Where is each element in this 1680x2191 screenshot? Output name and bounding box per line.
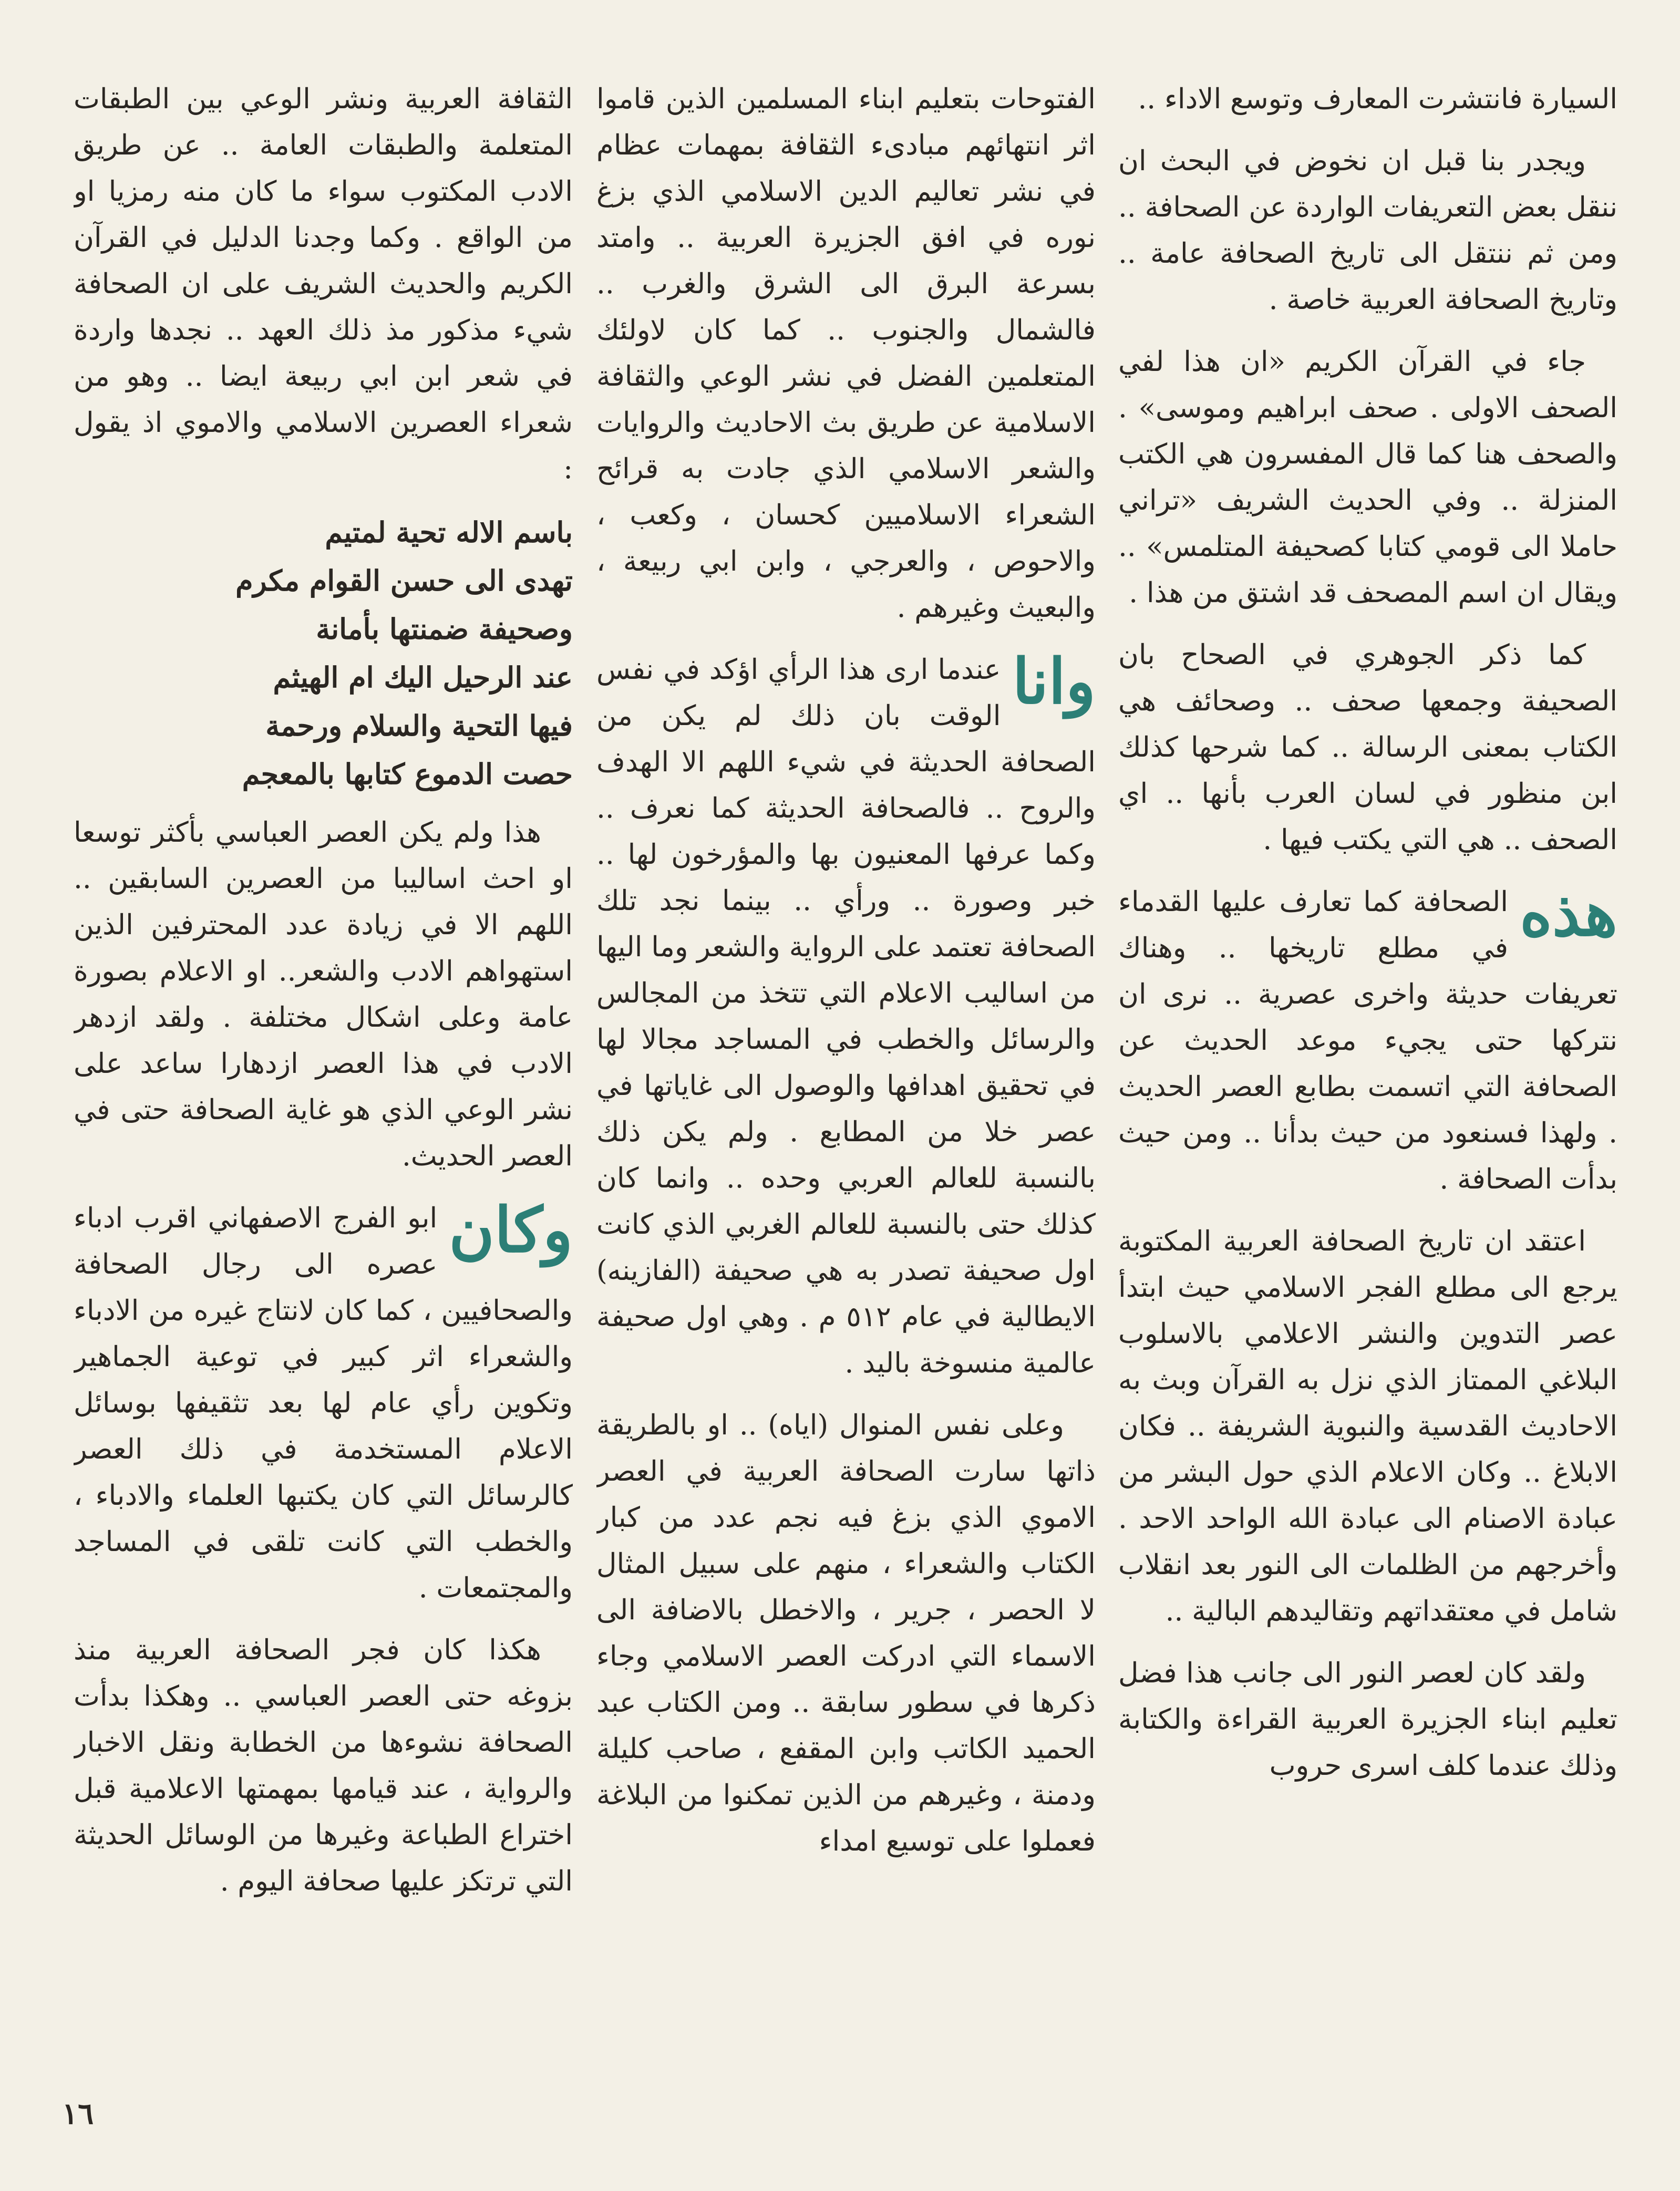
paragraph: السيارة فانتشرت المعارف وتوسع الاداء .. bbox=[1138, 83, 1617, 115]
paragraph: جاء في القرآن الكريم «ان هذا لفي الصحف الاولى . صحف ابراهيم وموسى» . والصحف هنا كما قال المفسرون هي الكتب المنزلة .. وفي الحديث الشريف «تراني حاملا الى قومي كتابا كصحيفة المتلمس» .. ويقال ان اسم المصحف قد اشتق من هذا . bbox=[1118, 346, 1617, 609]
poem-verse: تهدى الى حسن القوام مكرم bbox=[235, 564, 573, 597]
poem-verse: وصحيفة ضمنتها بأمانة bbox=[316, 612, 573, 646]
drop-word: هذه bbox=[1520, 877, 1617, 950]
paragraph: هذا ولم يكن العصر العباسي بأكثر توسعا او احث اساليبا من العصرين السابقين .. اللهم الا في زيادة عدد المحترفين الذين استهواهم الادب والشعر.. او الاعلام بصورة عامة وعلى اشكال مختلفة . ولقد ازدهر الادب في هذا العصر ازدهارا ساعد على نشر الوعي الذي هو غاية الصحافة حتى في العصر الحديث. bbox=[74, 817, 573, 1172]
paragraph: الفتوحات بتعليم ابناء المسلمين الذين قاموا اثر انتهائهم مبادىء الثقافة بمهمات عظام في نشر تعاليم الدين الاسلامي الذي بزغ نوره في افق الجزيرة العربية .. وامتد بسرعة البرق الى الشرق والغرب .. فالشمال والجنوب .. كما كان لاولئك المتعلمين الفضل في نشر الوعي والثقافة الاسلامية عن طريق بث الاحاديث والروايات والشعر الاسلامي الذي جادت به قرائح الشعراء الاسلاميين كحسان ، وكعب ، والاحوص ، والعرجي ، وابن ابي ربيعة ، والبعيث وغيرهم . bbox=[596, 83, 1096, 624]
paragraph-text: عندما ارى هذا الرأي اؤكد في نفس الوقت بان ذلك لم يكن من الصحافة الحديثة في شيء اللهم الا الهدف والروح .. فالصحافة الحديثة كما نعرف .. وكما عرفها المعنيون بها والمؤرخون لها .. خبر وصورة .. ورأي .. بينما نجد تلك الصحافة تعتمد على الرواية والشعر وما اليها من اساليب الاعلام التي تتخذ من المجالس والرسائل والخطب في المساجد مجالا لها في تحقيق اهدافها والوصول الى غاياتها في عصر خلا من المطابع . ولم يكن ذلك بالنسبة للعالم العربي وحده .. وانما كان كذلك حتى بالنسبة للعالم الغربي الذي كانت اول صحيفة تصدر به هي صحيفة (الفازينه) الايطالية في عام ٥١٢ م . وهي اول صحيفة عالمية منسوخة باليد . bbox=[596, 654, 1096, 1379]
poem-verse: عند الرحيل اليك ام الهيثم bbox=[273, 660, 573, 694]
paragraph-with-drop-word bbox=[596, 647, 1096, 1387]
drop-word: وانا bbox=[1012, 645, 1096, 718]
paragraph: وعلى نفس المنوال (اياه) .. او بالطريقة ذاتها سارت الصحافة العربية في العصر الاموي الذي بزغ فيه نجم عدد من كبار الكتاب والشعراء ، منهم على سبيل المثال لا الحصر ، جرير ، والاخطل بالاضافة الى الاسماء التي ادركت العصر الاسلامي وجاء ذكرها في سطور سابقة .. ومن الكتاب عبد الحميد الكاتب وابن المقفع ، صاحب كليلة ودمنة ، وغيرهم من الذين تمكنوا من البلاغة فعملوا على توسيع امداء bbox=[596, 1409, 1096, 1857]
column-right bbox=[1118, 76, 1617, 2110]
drop-word: وكان bbox=[449, 1193, 573, 1266]
paragraph-with-drop-word bbox=[1118, 879, 1617, 1203]
paragraph: ولقد كان لعصر النور الى جانب هذا فضل تعليم ابناء الجزيرة العربية القراءة والكتابة وذلك عندما كلف اسرى حروب bbox=[1118, 1657, 1617, 1782]
column-left bbox=[74, 76, 573, 2110]
poem-verse: باسم الاله تحية لمتيم bbox=[325, 515, 573, 549]
poem bbox=[74, 508, 573, 798]
paragraph: اعتقد ان تاريخ الصحافة العربية المكتوبة يرجع الى مطلع الفجر الاسلامي حيث ابتدأ عصر التدوين والنشر الاعلامي بالاسلوب البلاغي الممتاز الذي نزل به القرآن وبث به الاحاديث القدسية والنبوية الشريفة .. فكان الابلاغ .. وكان الاعلام الذي حول البشر من عبادة الاصنام الى عبادة الله الواحد الاحد . وأخرجهم من الظلمات الى النور بعد انقلاب شامل في معتقداتهم وتقاليدهم البالية .. bbox=[1118, 1225, 1617, 1627]
paragraph: هكذا كان فجر الصحافة العربية منذ بزوغه حتى العصر العباسي .. وهكذا بدأت الصحافة نشوءها من الخطابة ونقل الاخبار والرواية ، عند قيامها بمهمتها الاعلامية قبل اختراع الطباعة وغيرها من الوسائل الحديثة التي ترتكز عليها صحافة اليوم . bbox=[74, 1634, 573, 1897]
paragraph: كما ذكر الجوهري في الصحاح بان الصحيفة وجمعها صحف .. وصحائف هي الكتاب بمعنى الرسالة .. كما شرحها كذلك ابن منظور في لسان العرب بأنها .. اي الصحف .. هي التي يكتب فيها . bbox=[1118, 639, 1617, 856]
poem-verse: حصت الدموع كتابها بالمعجم bbox=[242, 757, 573, 791]
poem-verse: فيها التحية والسلام ورحمة bbox=[265, 709, 573, 742]
paragraph-text: الصحافة كما تعارف عليها القدماء في مطلع تاريخها .. وهناك تعريفات حديثة واخرى عصرية .. نرى ان نتركها حتى يجيء موعد الحديث عن الصحافة التي اتسمت بطابع العصر الحديث . ولهذا فسنعود من حيث بدأنا .. ومن حيث بدأت الصحافة . bbox=[1118, 886, 1617, 1195]
paragraph-with-drop-word bbox=[74, 1195, 573, 1611]
paragraph-text: ابو الفرج الاصفهاني اقرب ادباء عصره الى رجال الصحافة والصحافيين ، كما كان لانتاج غيره من الادباء والشعراء اثر كبير في توعية الجماهير وتكوين رأي عام لها بعد تثقيفها بوسائل الاعلام المستخدمة في ذلك العصر كالرسائل التي كان يكتبها العلماء والادباء ، والخطب التي كانت تلقى في المساجد والمجتمعات . bbox=[74, 1202, 573, 1604]
page-number: ١٦ bbox=[62, 2096, 94, 2131]
paragraph: الثقافة العربية ونشر الوعي بين الطبقات المتعلمة والطبقات العامة .. عن طريق الادب المكتوب سواء ما كان منه رمزيا او من الواقع . وكما وجدنا الدليل في القرآن الكريم والحديث الشريف على ان الصحافة شيء مذكور مذ ذلك العهد .. نجدها واردة في شعر ابن ابي ربيعة ايضا .. وهو من شعراء العصرين الاسلامي والاموي اذ يقول : bbox=[74, 83, 573, 485]
column-middle bbox=[596, 76, 1096, 2110]
paragraph: ويجدر بنا قبل ان نخوض في البحث ان ننقل بعض التعريفات الواردة عن الصحافة .. ومن ثم ننتقل الى تاريخ الصحافة عامة .. وتاريخ الصحافة العربية خاصة . bbox=[1118, 145, 1617, 316]
